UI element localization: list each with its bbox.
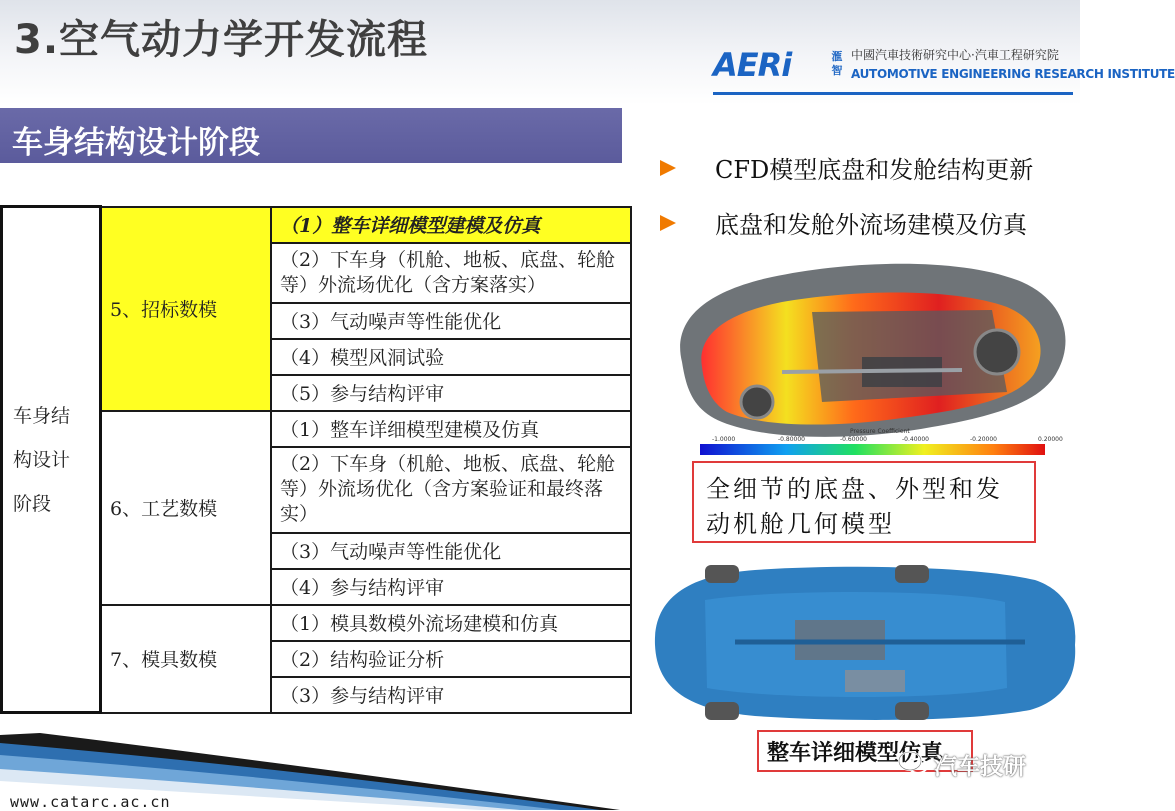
triangle-bullet-icon — [660, 160, 676, 176]
legend-ticks — [690, 436, 1090, 446]
legend-tick: -0.20000 — [970, 436, 997, 443]
task-cell: （5）参与结构评审 — [271, 375, 631, 411]
section-header-bar — [0, 108, 622, 163]
callout-line: 动机舱几何模型 — [706, 510, 895, 538]
aeri-logo — [713, 40, 1175, 90]
legend-tick: 0.20000 — [1038, 436, 1063, 443]
task-cell: （3）气动噪声等性能优化 — [271, 533, 631, 569]
stage-line: 阶段 — [13, 492, 52, 515]
task-cell: （2）结构验证分析 — [271, 641, 631, 677]
group-cell-tooling: 7、模具数模 — [101, 605, 272, 713]
bullet-item — [660, 148, 1080, 203]
legend-tick: -0.60000 — [840, 436, 867, 443]
geometry-callout — [692, 461, 1036, 543]
page-title: 3.空气动力学开发流程 — [14, 17, 429, 63]
logo-seal: 滙智 — [831, 50, 843, 77]
watermark-text: 汽车技研 — [934, 754, 1026, 780]
task-cell: （2）下车身（机舱、地板、底盘、轮舱等）外流场优化（含方案验证和最终落实） — [271, 447, 631, 533]
callout-line: 全细节的底盘、外型和发 — [706, 475, 1003, 503]
footer-url: www.catarc.ac.cn — [10, 793, 171, 811]
legend-tick: -0.40000 — [902, 436, 929, 443]
section-title: 车身结构设计阶段 — [12, 125, 260, 161]
underbody-pressure-image — [662, 252, 1077, 452]
stage-line: 车身结 — [13, 404, 71, 427]
legend-title: Pressure Coefficient — [850, 428, 910, 435]
logo-underline — [713, 92, 1073, 95]
legend-tick: -1.0000 — [712, 436, 736, 443]
task-cell: （1）整车详细模型建模及仿真 — [271, 207, 631, 243]
task-cell: （4）参与结构评审 — [271, 569, 631, 605]
logo-chinese-name: 中國汽車技術研究中心·汽車工程研究院 — [851, 48, 1059, 62]
caption-text: 整车详细模型仿真 — [767, 741, 944, 766]
task-cell: （4）模型风洞试验 — [271, 339, 631, 375]
wechat-icon — [898, 750, 928, 776]
task-cell: （3）气动噪声等性能优化 — [271, 303, 631, 339]
task-cell: （3）参与结构评审 — [271, 677, 631, 713]
bullet-text: 底盘和发舱外流场建模及仿真 — [715, 211, 1027, 239]
group-cell-process: 6、工艺数模 — [101, 411, 272, 605]
task-cell: （2）下车身（机舱、地板、底盘、轮舱等）外流场优化（含方案落实） — [271, 243, 631, 303]
logo-mark: AERi — [713, 46, 792, 84]
table-row — [2, 207, 632, 243]
bullet-text: CFD模型底盘和发舱结构更新 — [715, 156, 1034, 184]
triangle-bullet-icon — [660, 215, 676, 231]
wechat-watermark — [898, 748, 1068, 782]
stage-cell — [2, 207, 101, 713]
group-cell-bidding: 5、招标数模 — [101, 207, 272, 411]
stage-line: 构设计 — [13, 448, 71, 471]
task-cell: （1）模具数模外流场建模和仿真 — [271, 605, 631, 641]
task-cell: （1）整车详细模型建模及仿真 — [271, 411, 631, 447]
logo-english-name: AUTOMOTIVE ENGINEERING RESEARCH INSTITUTE — [851, 67, 1175, 81]
legend-tick: -0.80000 — [778, 436, 805, 443]
bullet-item — [660, 203, 1080, 258]
bullet-list — [660, 148, 1080, 258]
vehicle-underbody-model-image — [645, 560, 1080, 725]
stage-table — [0, 205, 632, 714]
